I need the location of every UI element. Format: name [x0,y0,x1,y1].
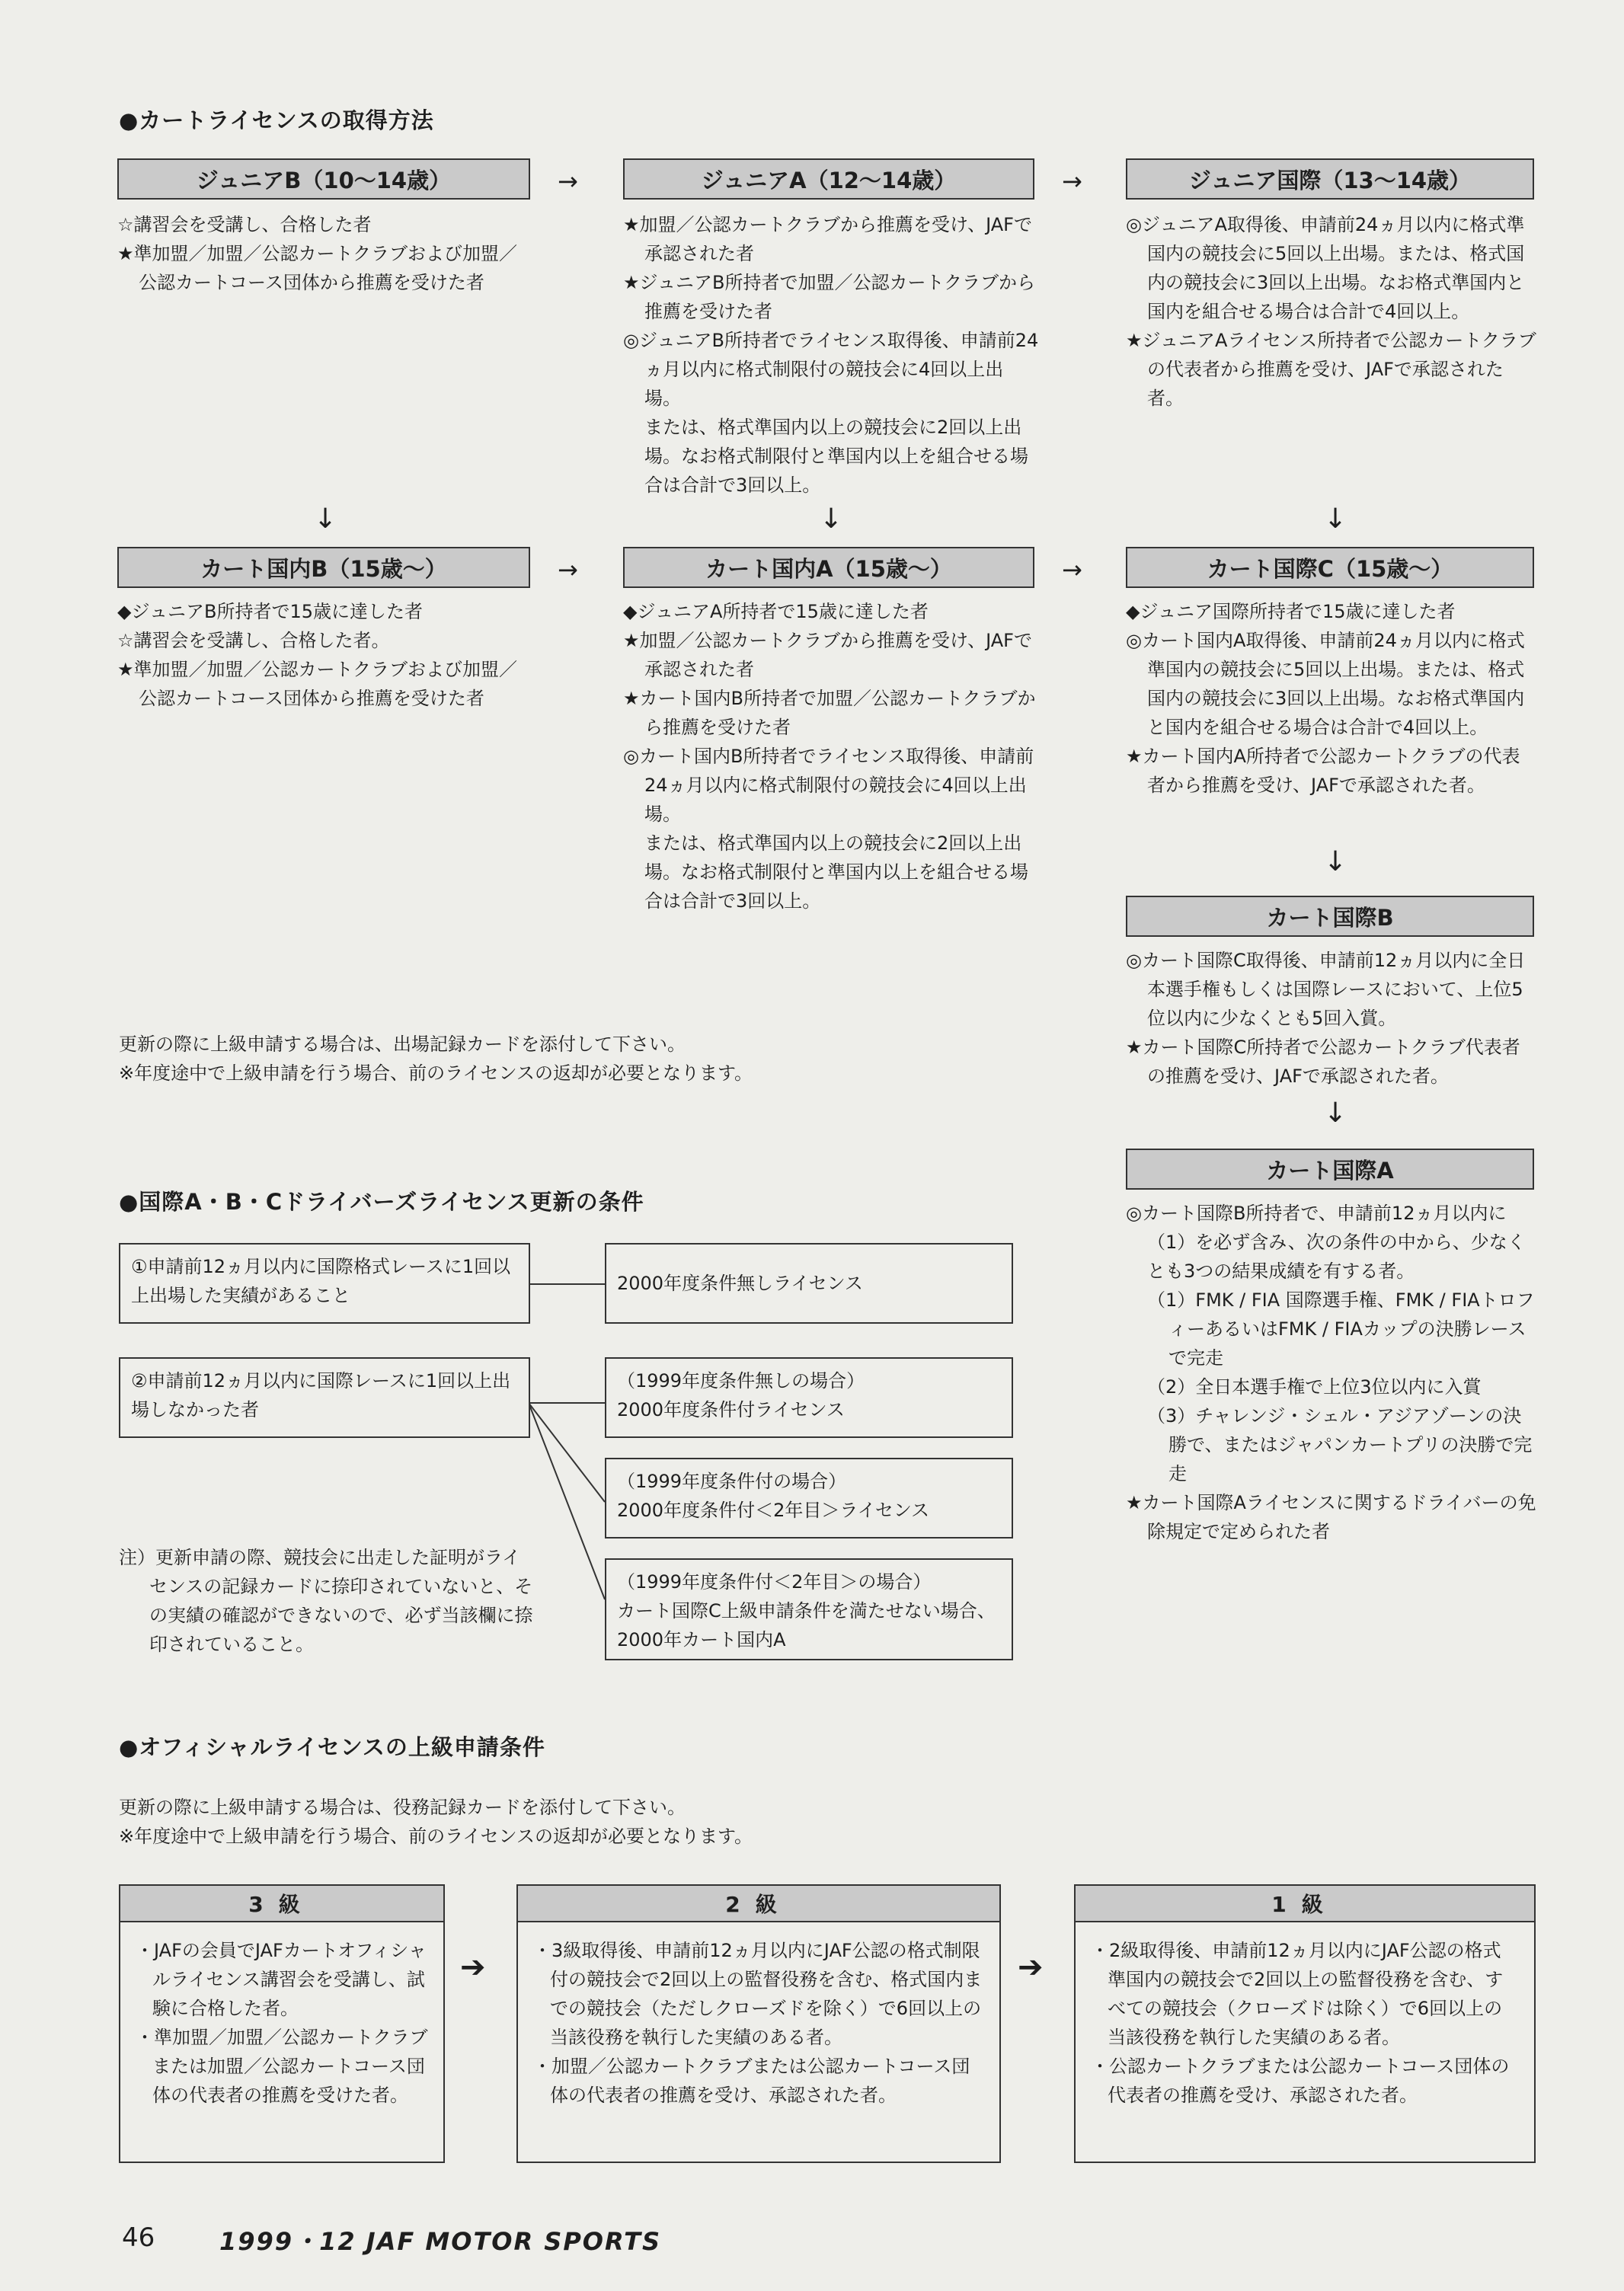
header-junior-b: ジュニアB（10〜14歳） [117,158,530,200]
grade-condition: ・2級取得後、申請前12ヵ月以内にJAF公認の格式準国内の競技会で2回以上の監督役務を含む、すべての競技会（クローズドは除く）で6回以上の当該役務を執行した実績のある者。 [1091,1940,1504,2048]
result-text: 2000年度条件付ライセンス [617,1399,845,1420]
condition-text: ★カート国内B所持者で加盟／公認カートクラブから推薦を受けた者 [623,688,1036,738]
grade-2-header: 2級 [518,1886,999,1922]
condition-text: ★準加盟／加盟／公認カートクラブおよび加盟／公認カートコース団体から推薦を受けた者 [117,659,518,709]
renewal-condition-2: ②申請前12ヵ月以内に国際レースに1回以上出場しなかった者 [119,1357,530,1438]
arrow-right-icon: → [1062,167,1082,196]
note-text: 更新の際に上級申請する場合は、役務記録カードを添付して下さい。 [119,1797,686,1818]
result-case: （1999年度条件付の場合） [617,1471,847,1492]
condition-text: ◎カート国際B所持者で、申請前12ヵ月以内に [1126,1203,1507,1224]
renewal-condition-1: ①申請前12ヵ月以内に国際格式レースに1回以上出場した実績があること [119,1243,530,1324]
condition-text: ◎カート国内B所持者でライセンス取得後、申請前24ヵ月以内に格式制限付の競技会に4回以上出場。 [623,746,1034,825]
arrow-down-icon: ↓ [314,503,337,535]
header-kart-intl-a: カート国際A [1126,1149,1534,1190]
condition-text: ★加盟／公認カートクラブから推薦を受け、JAFで承認された者 [623,214,1032,264]
renewal-note [119,1543,535,1659]
grade-1-header: 1級 [1076,1886,1534,1922]
condition-text: ★カート国際Aライセンスに関するドライバーの免除規定で定められた者 [1126,1492,1536,1542]
page-number: 46 [122,2222,155,2253]
condition-note: または、格式準国内以上の競技会に2回以上出場。なお格式制限付と準国内以上を組合せる場合は合計で3回以上。 [644,417,1028,496]
renewal-result-1 [605,1243,1013,1324]
magazine-title: 1999・12 JAF MOTOR SPORTS [219,2227,662,2256]
result-text: 2000年度条件無しライセンス [617,1273,863,1294]
condition-text: ◆ジュニア国際所持者で15歳に達した者 [1126,601,1456,622]
header-kart-intl-b: カート国際B [1126,896,1534,937]
grade-condition: ・準加盟／加盟／公認カートクラブまたは加盟／公認カートコース団体の代表者の推薦を受けた者。 [136,2027,428,2106]
condition-text: ◎ジュニアA取得後、申請前24ヵ月以内に格式準国内の競技会に5回以上出場。または、格式国内の競技会に3回以上出場。なお格式準国内と国内を組合せる場合は合計で4回以上。 [1126,214,1525,322]
header-kart-domestic-b: カート国内B（15歳〜） [117,547,530,588]
grade-1-box [1074,1884,1536,2163]
condition-text: ★加盟／公認カートクラブから推薦を受け、JAFで承認された者 [623,630,1032,680]
section-title-kart-license: ●カートライセンスの取得方法 [119,107,434,133]
condition-text: （1）を必ず含み、次の条件の中から、少なくとも3つの結果成績を有する者。 [1147,1232,1526,1282]
arrow-right-icon: ➔ [1018,1950,1044,1985]
renewal-result-2 [605,1357,1013,1438]
grade-condition: ・3級取得後、申請前12ヵ月以内にJAF公認の格式制限付の競技会で2回以上の監督役務を含む、格式国内までの競技会（ただしクローズドを除く）で6回以上の当該役務を執行した実績のある者。 [533,1940,983,2048]
condition-text: ◆ジュニアB所持者で15歳に達した者 [117,601,423,622]
arrow-down-icon: ↓ [1324,846,1347,877]
arrow-down-icon: ↓ [820,503,843,535]
arrow-right-icon: ➔ [460,1950,486,1985]
condition-text: ★カート国際C所持者で公認カートクラブ代表者の推薦を受け、JAFで承認された者。 [1126,1037,1520,1087]
grade-condition: ・JAFの会員でJAFカートオフィシャルライセンス講習会を受講し、試験に合格した者。 [136,1940,427,2019]
arrow-right-icon: → [1062,555,1082,584]
arrow-right-icon: → [558,555,578,584]
condition-text: ☆講習会を受講し、合格した者 [117,214,372,235]
condition-text: ★ジュニアAライセンス所持者で公認カートクラブの代表者から推薦を受け、JAFで承認された者。 [1126,330,1536,409]
header-kart-domestic-a: カート国内A（15歳〜） [623,547,1034,588]
renewal-result-4 [605,1558,1013,1660]
condition-item: （3）チャレンジ・シェル・アジアゾーンの決勝で、またはジャパンカートプリの決勝で完走 [1147,1405,1533,1484]
arrow-down-icon: ↓ [1324,503,1347,535]
condition-text: ☆講習会を受講し、合格した者。 [117,630,390,651]
result-text: 2000年度条件付＜2年目＞ライセンス [617,1500,930,1521]
grade-3-box [119,1884,445,2163]
grade-3-header: 3級 [120,1886,443,1922]
result-case: （1999年度条件付＜2年目＞の場合） [617,1571,932,1593]
condition-item: （2）全日本選手権で上位3位以内に入賞 [1147,1376,1482,1398]
note-text: 更新の際に上級申請する場合は、出場記録カードを添付して下さい。 [119,1034,686,1055]
condition-note: または、格式準国内以上の競技会に2回以上出場。なお格式制限付と準国内以上を組合せる場合は合計で3回以上。 [644,832,1028,912]
result-case: （1999年度条件無しの場合） [617,1370,865,1392]
result-text: カート国際C上級申請条件を満たせない場合、2000年カート国内A [617,1600,996,1650]
arrow-right-icon: → [558,167,578,196]
condition-item: （1）FMK / FIA 国際選手権、FMK / FIAトロフィーあるいはFMK / FIAカップの決勝レースで完走 [1147,1289,1535,1369]
grade-2-box [516,1884,1001,2163]
section3-notes [119,1793,1033,1851]
note-text: ※年度途中で上級申請を行う場合、前のライセンスの返却が必要となります。 [119,1062,753,1084]
note-text: 注）更新申請の際、競技会に出走した証明がライセンスの記録カードに捺印されていないと、その実績の確認ができないので、必ず当該欄に捺印されていること。 [119,1547,533,1655]
condition-text: ★カート国内A所持者で公認カートクラブの代表者から推薦を受け、JAFで承認された者。 [1126,746,1520,796]
condition-text: ◆ジュニアA所持者で15歳に達した者 [623,601,929,622]
grade-condition: ・公認カートクラブまたは公認カートコース団体の代表者の推薦を受け、承認された者。 [1091,2056,1510,2106]
note-text: ※年度途中で上級申請を行う場合、前のライセンスの返却が必要となります。 [119,1826,753,1847]
renewal-result-3 [605,1458,1013,1539]
grade-condition: ・加盟／公認カートクラブまたは公認カートコース団体の代表者の推薦を受け、承認された者。 [533,2056,970,2106]
arrow-down-icon: ↓ [1324,1098,1347,1129]
section-title-official-license: ●オフィシャルライセンスの上級申請条件 [119,1734,545,1760]
condition-text: ◎カート国内A取得後、申請前24ヵ月以内に格式準国内の競技会に5回以上出場。または、格式国内の競技会に3回以上出場。なお格式準国内と国内を組合せる場合は合計で4回以上。 [1126,630,1525,738]
header-kart-intl-c: カート国際C（15歳〜） [1126,547,1534,588]
condition-text: ★準加盟／加盟／公認カートクラブおよび加盟／公認カートコース団体から推薦を受けた者 [117,243,518,293]
header-junior-intl: ジュニア国際（13〜14歳） [1126,158,1534,200]
condition-text: ★ジュニアB所持者で加盟／公認カートクラブから推薦を受けた者 [623,272,1036,322]
condition-text: ◎カート国際C取得後、申請前12ヵ月以内に全日本選手権もしくは国際レースにおいて、上位5位以内に少なくとも5回入賞。 [1126,950,1526,1029]
section-title-renewal: ●国際A・B・Cドライバーズライセンス更新の条件 [119,1189,644,1215]
condition-text: ◎ジュニアB所持者でライセンス取得後、申請前24ヵ月以内に格式制限付の競技会に4回以上出場。 [623,330,1039,409]
header-junior-a: ジュニアA（12〜14歳） [623,158,1034,200]
